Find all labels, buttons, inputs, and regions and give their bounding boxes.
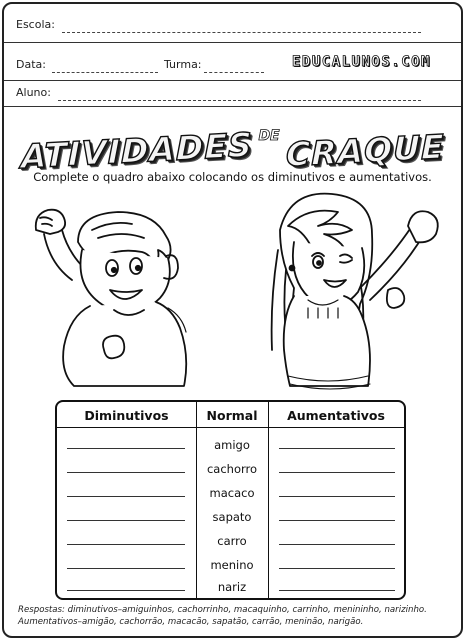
word-carro: carro [217,534,247,548]
divider [4,106,461,107]
aumentativo-answer-line[interactable] [279,590,395,591]
word-amigo: amigo [214,438,250,452]
answer-key-line-2: Aumentativos–amigão, cachorrão, macacão, sapatão, carrão, meninão, narigão. [18,617,364,627]
answer-key [18,604,458,628]
title-word-1: ATIVIDADES [20,124,253,177]
children-illustration [18,190,454,400]
school-label: Escola: [16,18,55,31]
brand-logo: EDUCALUNOS.COM [291,54,431,70]
class-field[interactable] [204,72,264,73]
aumentativo-answer-line[interactable] [279,520,395,521]
aumentativo-answer-line[interactable] [279,472,395,473]
diminutivo-answer-line[interactable] [67,520,185,521]
aumentativo-answer-line[interactable] [279,568,395,569]
word-nariz: nariz [217,580,247,594]
header-aumentativos: Aumentativos [287,408,385,423]
word-menino: menino [210,558,254,572]
student-label: Aluno: [16,86,51,99]
student-field[interactable] [58,100,421,101]
header-student-row [4,80,461,108]
girl-figure [272,194,438,389]
divider [4,42,461,43]
date-field[interactable] [52,72,158,73]
date-label: Data: [16,58,46,71]
diminutivo-answer-line[interactable] [67,472,185,473]
word-macaco: macaco [209,486,255,500]
diminutivo-answer-line[interactable] [67,590,185,591]
class-label: Turma: [164,58,202,71]
aumentativo-answer-line[interactable] [279,544,395,545]
word-sapato: sapato [212,510,252,524]
word-cachorro: cachorro [206,462,258,476]
header-diminutivos: Diminutivos [84,408,169,423]
aumentativo-answer-line[interactable] [279,496,395,497]
boy-figure [36,210,187,386]
table-header-divider [57,427,404,428]
diminutivo-answer-line[interactable] [67,568,185,569]
header-school-row [4,4,461,32]
title-connector: DE [258,128,280,144]
title-word-2: CRAQUE [285,126,445,175]
header-normal: Normal [206,408,258,423]
school-field[interactable] [62,32,421,33]
worksheet [2,2,463,638]
diminutivo-answer-line[interactable] [67,448,185,449]
words-table [55,400,406,600]
aumentativo-answer-line[interactable] [279,448,395,449]
instruction-text: Complete o quadro abaixo colocando os diminutivos e aumentativos. [33,170,432,184]
diminutivo-answer-line[interactable] [67,544,185,545]
answer-key-line-1: Respostas: diminutivos–amiguinhos, cachorrinho, macaquinho, carrinho, menininho, narizinho. [18,605,427,615]
column-divider [268,402,269,598]
diminutivo-answer-line[interactable] [67,496,185,497]
